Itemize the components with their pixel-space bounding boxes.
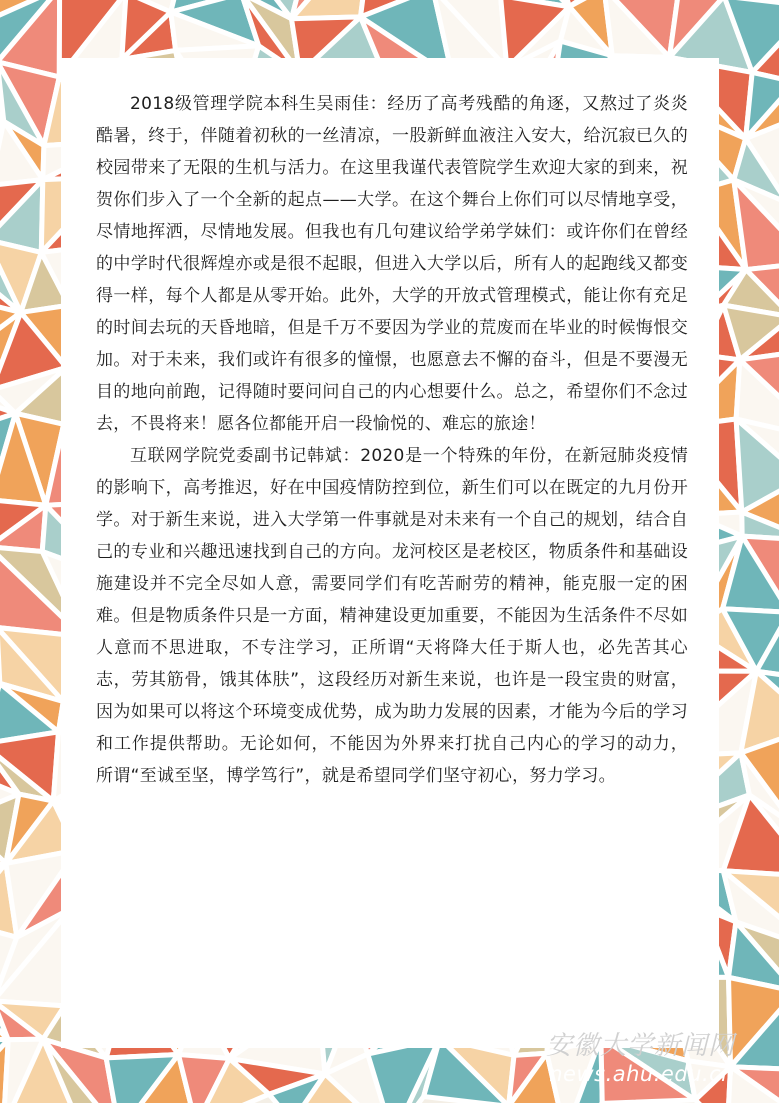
- paragraph-wu-yujia: 2018级管理学院本科生吴雨佳：经历了高考残酷的角逐，又熬过了炎炎酷暑，终于，伴随着初秋的一丝清凉，一股新鲜血液注入安大，给沉寂已久的校园带来了无限的生机与活力。在这里我谨代表管院学生欢迎大家的到来，祝贺你们步入了一个全新的起点——大学。在这个舞台上你们可以尽情地享受，尽情地挥洒，尽情地发展。但我也有几句建议给学弟学妹们：或许你们在曾经的中学时代很辉煌亦或是很不起眼，但进入大学以后，所有人的起跑线又都变得一样，每个人都是从零开始。此外，大学的开放式管理模式，能让你有充足的时间去玩的天昏地暗，但是千万不要因为学业的荒废而在毕业的时候悔恨交加。对于未来，我们或许有很多的憧憬，也愿意去不懈的奋斗，但是不要漫无目的地向前跑，记得随时要问问自己的内心想要什么。总之，希望你们不念过去，不畏将来！愿各位都能开启一段愉悦的、难忘的旅途！: [96, 94, 688, 434]
- watermark-site-name: 安徽大学新闻网: [545, 1031, 735, 1061]
- watermark-site-url: news.ahu.edu.cn: [549, 1062, 735, 1086]
- article-body: [96, 88, 688, 792]
- paragraph-han-bin: 互联网学院党委副书记韩斌：2020是一个特殊的年份，在新冠肺炎疫情的影响下，高考推迟，好在中国疫情防控到位，新生们可以在既定的九月份开学。对于新生来说，进入大学第一件事就是对未来有一个自己的规划，结合自己的专业和兴趣迅速找到自己的方向。龙河校区是老校区，物质条件和基础设施建设并不完全尽如人意，需要同学们有吃苦耐劳的精神，能克服一定的困难。但是物质条件只是一方面，精神建设更加重要，不能因为生活条件不尽如人意而不思进取，不专注学习，正所谓“天将降大任于斯人也，必先苦其心志，劳其筋骨，饿其体肤”，这段经历对新生来说，也许是一段宝贵的财富，因为如果可以将这个环境变成优势，成为助力发展的因素，才能为今后的学习和工作提供帮助。无论如何，不能因为外界来打扰自己内心的学习的动力， 所谓“至诚至坚，博学笃行”，就是希望同学们坚守初心，努力学习。: [96, 446, 688, 786]
